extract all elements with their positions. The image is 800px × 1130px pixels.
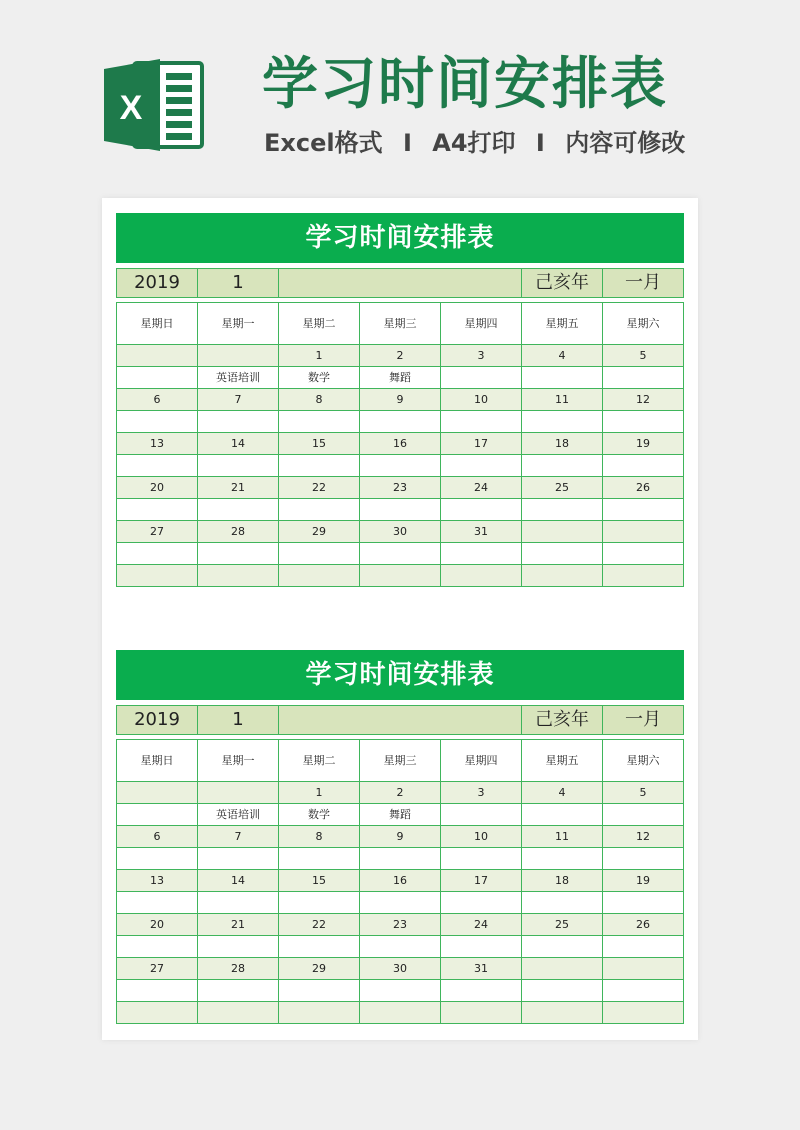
date-cell[interactable]: 4 <box>522 345 603 367</box>
date-row <box>117 565 684 587</box>
sheet-info-row <box>116 705 684 735</box>
date-cell[interactable] <box>117 1002 198 1024</box>
event-cell[interactable] <box>279 848 360 870</box>
event-cell[interactable] <box>117 499 198 521</box>
event-cell[interactable] <box>198 543 279 565</box>
date-cell[interactable]: 16 <box>360 870 441 892</box>
schedule-sheet <box>116 650 684 1024</box>
event-cell[interactable]: 舞蹈 <box>360 367 441 389</box>
date-row <box>117 870 684 892</box>
event-cell[interactable] <box>603 411 684 433</box>
event-cell[interactable] <box>360 892 441 914</box>
event-cell[interactable]: 舞蹈 <box>360 804 441 826</box>
date-cell[interactable]: 25 <box>522 477 603 499</box>
event-cell[interactable] <box>603 848 684 870</box>
date-cell[interactable]: 31 <box>441 958 522 980</box>
event-cell[interactable] <box>198 411 279 433</box>
event-cell[interactable] <box>441 367 522 389</box>
date-cell[interactable]: 23 <box>360 477 441 499</box>
event-cell[interactable] <box>522 411 603 433</box>
ganzhi-year-cell[interactable]: 己亥年 <box>522 706 603 734</box>
date-cell[interactable] <box>603 1002 684 1024</box>
month-cell[interactable]: 1 <box>198 269 279 297</box>
subtitle-editable: 内容可修改 <box>565 129 686 157</box>
event-cell[interactable]: 数学 <box>279 367 360 389</box>
date-cell[interactable]: 21 <box>198 914 279 936</box>
event-cell[interactable] <box>441 411 522 433</box>
date-cell[interactable]: 8 <box>279 389 360 411</box>
date-cell[interactable]: 5 <box>603 345 684 367</box>
event-cell[interactable] <box>522 367 603 389</box>
weekday-header-cell: 星期六 <box>603 740 684 782</box>
date-cell[interactable]: 2 <box>360 782 441 804</box>
document-page <box>102 198 698 1040</box>
date-row <box>117 521 684 543</box>
date-cell[interactable]: 20 <box>117 914 198 936</box>
date-cell[interactable]: 24 <box>441 477 522 499</box>
event-cell[interactable] <box>441 455 522 477</box>
date-cell[interactable]: 11 <box>522 389 603 411</box>
date-cell[interactable]: 19 <box>603 433 684 455</box>
event-cell[interactable] <box>198 848 279 870</box>
date-cell[interactable]: 29 <box>279 958 360 980</box>
event-cell[interactable] <box>441 848 522 870</box>
date-cell[interactable]: 3 <box>441 782 522 804</box>
sheet-info-row <box>116 268 684 298</box>
year-cell[interactable]: 2019 <box>117 269 198 297</box>
date-cell[interactable]: 10 <box>441 389 522 411</box>
date-cell[interactable]: 3 <box>441 345 522 367</box>
date-cell[interactable]: 15 <box>279 870 360 892</box>
date-cell[interactable]: 30 <box>360 521 441 543</box>
date-cell[interactable]: 6 <box>117 389 198 411</box>
date-cell[interactable]: 7 <box>198 826 279 848</box>
year-cell[interactable]: 2019 <box>117 706 198 734</box>
date-cell[interactable] <box>360 565 441 587</box>
event-cell[interactable] <box>279 936 360 958</box>
month-cell[interactable]: 1 <box>198 706 279 734</box>
date-row <box>117 389 684 411</box>
weekday-header-cell: 星期一 <box>198 740 279 782</box>
date-cell[interactable]: 13 <box>117 433 198 455</box>
event-cell[interactable] <box>117 411 198 433</box>
event-cell[interactable] <box>360 543 441 565</box>
date-row <box>117 958 684 980</box>
event-cell[interactable] <box>441 804 522 826</box>
weekday-header-cell: 星期一 <box>198 303 279 345</box>
event-cell[interactable] <box>441 936 522 958</box>
weekday-header-cell: 星期二 <box>279 740 360 782</box>
event-cell[interactable] <box>441 499 522 521</box>
event-cell[interactable] <box>117 980 198 1002</box>
date-cell[interactable]: 28 <box>198 958 279 980</box>
event-cell[interactable] <box>198 936 279 958</box>
date-cell[interactable]: 12 <box>603 826 684 848</box>
event-row <box>117 455 684 477</box>
weekday-header-cell: 星期三 <box>360 303 441 345</box>
date-cell[interactable] <box>117 782 198 804</box>
date-cell[interactable]: 13 <box>117 870 198 892</box>
calendar-table <box>116 739 684 1024</box>
event-cell[interactable] <box>198 455 279 477</box>
event-cell[interactable] <box>603 455 684 477</box>
weekday-header-cell: 星期四 <box>441 303 522 345</box>
date-cell[interactable]: 23 <box>360 914 441 936</box>
subtitle-print: A4打印 <box>432 129 516 157</box>
event-cell[interactable] <box>279 980 360 1002</box>
event-row <box>117 980 684 1002</box>
date-cell[interactable] <box>117 345 198 367</box>
date-row <box>117 345 684 367</box>
date-cell[interactable]: 17 <box>441 870 522 892</box>
event-row <box>117 367 684 389</box>
date-cell[interactable] <box>603 565 684 587</box>
date-cell[interactable]: 15 <box>279 433 360 455</box>
sheet-title: 学习时间安排表 <box>116 650 684 700</box>
sheet-title: 学习时间安排表 <box>116 213 684 263</box>
subtitle-separator: I <box>535 129 545 157</box>
date-cell[interactable] <box>360 1002 441 1024</box>
date-cell[interactable] <box>279 565 360 587</box>
lunar-month-cell[interactable]: 一月 <box>625 272 661 293</box>
event-cell[interactable] <box>198 499 279 521</box>
event-cell[interactable] <box>360 980 441 1002</box>
blank-cell[interactable] <box>279 706 522 734</box>
date-cell[interactable]: 18 <box>522 870 603 892</box>
event-row <box>117 411 684 433</box>
date-cell[interactable] <box>198 782 279 804</box>
event-row <box>117 499 684 521</box>
event-cell[interactable] <box>441 892 522 914</box>
event-cell[interactable] <box>360 499 441 521</box>
event-row <box>117 892 684 914</box>
date-cell[interactable]: 24 <box>441 914 522 936</box>
excel-logo-icon <box>100 55 210 155</box>
date-cell[interactable] <box>198 345 279 367</box>
date-cell[interactable]: 9 <box>360 389 441 411</box>
event-cell[interactable] <box>522 499 603 521</box>
event-cell[interactable] <box>198 980 279 1002</box>
weekday-header-cell: 星期五 <box>522 740 603 782</box>
event-row <box>117 543 684 565</box>
event-cell[interactable] <box>441 980 522 1002</box>
subtitle-separator: I <box>402 129 412 157</box>
event-cell[interactable] <box>360 455 441 477</box>
ganzhi-year-cell[interactable]: 己亥年 <box>522 269 603 297</box>
date-cell[interactable] <box>441 565 522 587</box>
event-cell[interactable] <box>360 848 441 870</box>
date-cell[interactable] <box>198 565 279 587</box>
date-cell[interactable]: 6 <box>117 826 198 848</box>
subtitle-format: Excel格式 <box>264 129 383 157</box>
event-cell[interactable] <box>198 892 279 914</box>
event-cell[interactable] <box>522 455 603 477</box>
page-header <box>0 0 800 200</box>
weekday-header-cell: 星期六 <box>603 303 684 345</box>
date-cell[interactable]: 30 <box>360 958 441 980</box>
event-cell[interactable] <box>117 936 198 958</box>
calendar-table <box>116 302 684 587</box>
date-cell[interactable]: 27 <box>117 521 198 543</box>
date-cell[interactable]: 4 <box>522 782 603 804</box>
date-cell[interactable]: 11 <box>522 826 603 848</box>
date-cell[interactable] <box>522 565 603 587</box>
date-cell[interactable]: 25 <box>522 914 603 936</box>
date-cell[interactable]: 31 <box>441 521 522 543</box>
event-cell[interactable] <box>603 367 684 389</box>
page-title: 学习时间安排表 <box>262 52 668 117</box>
weekday-header-cell: 星期五 <box>522 303 603 345</box>
event-cell[interactable] <box>117 543 198 565</box>
date-cell[interactable]: 17 <box>441 433 522 455</box>
date-cell[interactable]: 21 <box>198 477 279 499</box>
event-cell[interactable] <box>360 936 441 958</box>
date-row <box>117 477 684 499</box>
date-cell[interactable]: 18 <box>522 433 603 455</box>
date-cell[interactable]: 14 <box>198 433 279 455</box>
date-cell[interactable] <box>522 1002 603 1024</box>
event-cell[interactable] <box>279 543 360 565</box>
date-cell[interactable]: 14 <box>198 870 279 892</box>
date-cell[interactable] <box>522 521 603 543</box>
event-cell[interactable] <box>522 848 603 870</box>
date-cell[interactable]: 26 <box>603 914 684 936</box>
date-cell[interactable]: 1 <box>279 345 360 367</box>
date-cell[interactable]: 20 <box>117 477 198 499</box>
date-row <box>117 433 684 455</box>
date-cell[interactable]: 22 <box>279 914 360 936</box>
date-cell[interactable] <box>603 958 684 980</box>
event-cell[interactable] <box>117 455 198 477</box>
date-cell[interactable]: 12 <box>603 389 684 411</box>
event-cell[interactable] <box>603 936 684 958</box>
logo-letter: X <box>119 89 143 127</box>
date-cell[interactable]: 8 <box>279 826 360 848</box>
event-cell[interactable] <box>360 411 441 433</box>
event-cell[interactable] <box>441 543 522 565</box>
date-cell[interactable] <box>603 521 684 543</box>
date-cell[interactable]: 28 <box>198 521 279 543</box>
date-cell[interactable]: 16 <box>360 433 441 455</box>
date-cell[interactable] <box>522 958 603 980</box>
event-cell[interactable] <box>279 455 360 477</box>
event-cell[interactable] <box>522 936 603 958</box>
date-cell[interactable]: 10 <box>441 826 522 848</box>
blank-cell[interactable] <box>279 269 522 297</box>
event-cell[interactable] <box>117 804 198 826</box>
event-cell[interactable] <box>117 367 198 389</box>
date-cell[interactable]: 5 <box>603 782 684 804</box>
lunar-month-cell[interactable]: 一月 <box>625 709 661 730</box>
event-cell[interactable] <box>279 411 360 433</box>
event-cell[interactable] <box>117 848 198 870</box>
date-row <box>117 826 684 848</box>
date-cell[interactable]: 2 <box>360 345 441 367</box>
date-cell[interactable] <box>279 1002 360 1024</box>
event-cell[interactable] <box>603 543 684 565</box>
event-cell[interactable] <box>603 804 684 826</box>
date-cell[interactable]: 7 <box>198 389 279 411</box>
event-cell[interactable] <box>117 892 198 914</box>
date-cell[interactable]: 19 <box>603 870 684 892</box>
weekday-header-row <box>117 303 684 345</box>
date-cell[interactable]: 27 <box>117 958 198 980</box>
event-cell[interactable] <box>603 980 684 1002</box>
schedule-sheet <box>116 213 684 587</box>
event-row <box>117 848 684 870</box>
weekday-header-cell: 星期二 <box>279 303 360 345</box>
event-row <box>117 936 684 958</box>
event-cell[interactable] <box>522 804 603 826</box>
weekday-header-cell: 星期四 <box>441 740 522 782</box>
weekday-header-cell: 星期日 <box>117 740 198 782</box>
date-row <box>117 782 684 804</box>
date-cell[interactable] <box>117 565 198 587</box>
weekday-header-cell: 星期日 <box>117 303 198 345</box>
date-cell[interactable] <box>198 1002 279 1024</box>
event-cell[interactable] <box>603 499 684 521</box>
event-cell[interactable] <box>522 980 603 1002</box>
event-cell[interactable] <box>522 543 603 565</box>
event-cell[interactable] <box>603 892 684 914</box>
event-cell[interactable]: 英语培训 <box>198 367 279 389</box>
event-cell[interactable]: 英语培训 <box>198 804 279 826</box>
date-cell[interactable]: 29 <box>279 521 360 543</box>
date-row <box>117 1002 684 1024</box>
event-row <box>117 804 684 826</box>
date-row <box>117 914 684 936</box>
event-cell[interactable] <box>279 892 360 914</box>
weekday-header-row <box>117 740 684 782</box>
date-cell[interactable]: 26 <box>603 477 684 499</box>
event-cell[interactable] <box>522 892 603 914</box>
date-cell[interactable]: 22 <box>279 477 360 499</box>
event-cell[interactable] <box>279 499 360 521</box>
page-subtitle <box>264 126 685 160</box>
date-cell[interactable] <box>441 1002 522 1024</box>
date-cell[interactable]: 1 <box>279 782 360 804</box>
date-cell[interactable]: 9 <box>360 826 441 848</box>
weekday-header-cell: 星期三 <box>360 740 441 782</box>
event-cell[interactable]: 数学 <box>279 804 360 826</box>
